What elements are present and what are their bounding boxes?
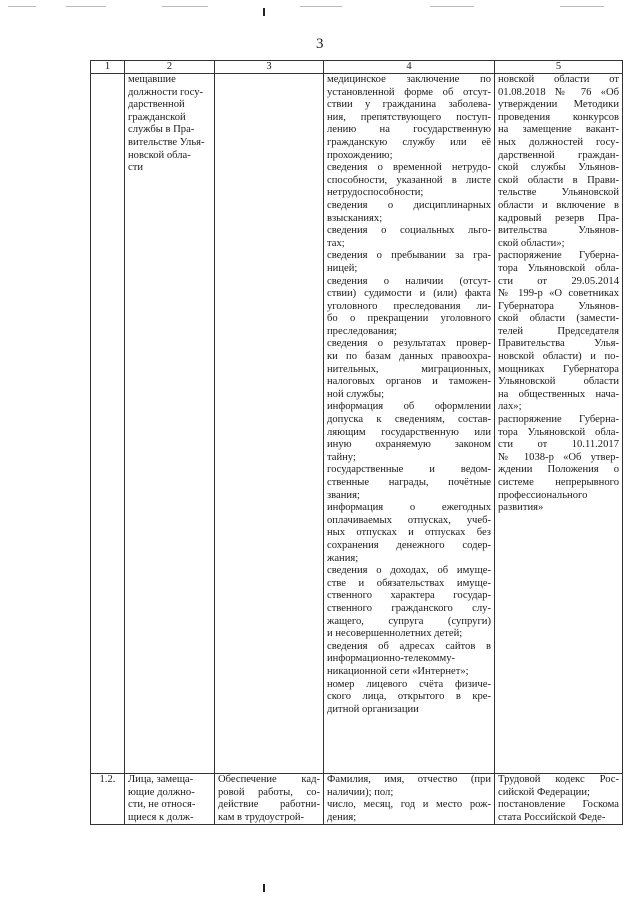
text-line: тах; [327, 237, 345, 249]
text-line: ской службы Ульянов- [498, 162, 619, 174]
text-line: государственные и ведом- [327, 464, 491, 476]
row-number-cell: 1.2. [91, 774, 125, 825]
text-line: ных отпусках и отпусках без [327, 527, 491, 539]
text-line: гражданскую службу или её [327, 136, 491, 148]
text-line: преследования; [327, 325, 397, 337]
text-line: медицинское заключение по [327, 74, 491, 85]
text-line: распоряжение Губерна- [498, 250, 619, 262]
text-line: ствии у гражданина заболева- [327, 99, 491, 111]
personal-data-cell [324, 74, 495, 774]
table-row [91, 774, 623, 825]
purpose-cell [215, 774, 324, 825]
purpose-cell [215, 74, 324, 774]
text-line: должности госу- [128, 86, 204, 98]
position-cell [125, 74, 215, 774]
text-line: кам в трудоустрой- [218, 811, 305, 823]
text-line: налоговых органов и таможен- [327, 376, 491, 388]
text-line: информация об оформлении [327, 401, 491, 413]
text-line: бо о прекращении уголовного [327, 313, 491, 325]
text-line: взысканиях; [327, 212, 383, 224]
text-line: Фамилия, имя, отчество (при [327, 774, 491, 785]
text-line: нительных, миграционных, [327, 363, 491, 375]
text-line: распоряжение Губерна- [498, 414, 619, 426]
text-line: сведения о наличии (отсут- [327, 275, 491, 287]
text-line: развития» [498, 502, 544, 514]
text-line: профессионального [498, 489, 588, 501]
text-line: ницей; [327, 262, 358, 274]
scan-dash [66, 6, 106, 7]
text-line: ющие должно- [128, 786, 195, 798]
text-line: способности, указанной в листе [327, 174, 491, 186]
text-line: сти, не относя- [128, 799, 196, 811]
text-line: службы в Пра- [128, 124, 195, 136]
text-line: номер лицевого счёта физиче- [327, 678, 491, 690]
position-cell [125, 774, 215, 825]
text-line: допуска к сведениям, состав- [327, 414, 491, 426]
text-line: сохранения денежного содер- [327, 539, 491, 551]
text-line: сведения о доходах, об имуще- [327, 565, 491, 577]
personal-data-cell [324, 774, 495, 825]
text-line: жащего, супруга (супруги) [327, 615, 491, 627]
text-line: и несовершеннолетних детей; [327, 628, 463, 640]
text-line: ственного гражданского слу- [327, 602, 491, 614]
text-line: стата Российской Феде- [498, 811, 606, 823]
text-line: число, месяц, год и место рож- [327, 799, 491, 811]
text-line: вительстве Улья- [128, 136, 205, 148]
text-line: № 199-р «О советниках [498, 288, 619, 300]
scan-dash [300, 6, 342, 7]
text-line: Лица, замеща- [128, 774, 194, 785]
text-line: прохождению; [327, 149, 393, 161]
scan-dash [162, 6, 208, 7]
text-line: на замещение вакант- [498, 124, 619, 136]
text-line: никационной сети «Интернет»; [327, 665, 469, 677]
text-line: тора Ульяновской обла- [498, 426, 619, 438]
text-line: информационно-телекомму- [327, 653, 456, 665]
text-line: сведения о дисциплинарных [327, 199, 491, 211]
header-cell: 2 [125, 61, 215, 74]
text-line: информация о ежегодных [327, 502, 491, 514]
text-line: мещавшие [128, 74, 176, 85]
legal-basis-cell [495, 74, 623, 774]
text-line: сведения о временной нетрудо- [327, 162, 491, 174]
text-line: ской области (замести- [498, 313, 619, 325]
table-row [91, 74, 623, 774]
text-line: ния, препятствующего поступ- [327, 111, 491, 123]
text-line: проведения конкурсов [498, 111, 619, 123]
text-line: щиеся к долж- [128, 811, 194, 823]
text-line: сведения о социальных льго- [327, 225, 491, 237]
text-line: иную охраняемую законом [327, 439, 491, 451]
text-line: постановление Госкома [498, 799, 619, 811]
text-line: ных должностей госу- [498, 136, 619, 148]
scan-dash [8, 6, 36, 7]
text-line: дения; [327, 811, 357, 823]
text-line: уголовного преследования ли- [327, 300, 491, 312]
legal-basis-cell [495, 774, 623, 825]
text-line: сведения об адресах сайтов в [327, 640, 491, 652]
scan-dash [560, 6, 604, 7]
text-line: ствии) судимости и (или) факта [327, 288, 491, 300]
text-line: вительства Ульянов- [498, 225, 619, 237]
text-line: ственного характера государ- [327, 590, 491, 602]
text-line: сти от 10.11.2017 [498, 439, 619, 451]
text-line: ской области»; [498, 237, 565, 249]
text-line: оплачиваемых отпусках, учеб- [327, 514, 491, 526]
text-line: Губернатора Ульянов- [498, 300, 619, 312]
page-number: 3 [316, 36, 324, 52]
page-bottom-margin [0, 868, 640, 905]
text-line: сведения о пребывании за гра- [327, 250, 491, 262]
text-line: гражданской [128, 111, 186, 123]
text-line: лах»; [498, 401, 522, 413]
text-line: ского лица, открытого в кре- [327, 691, 491, 703]
text-line: мощниках Губернатора [498, 363, 619, 375]
text-line: сти от 29.05.2014 [498, 275, 619, 287]
text-line: ждении Положения о [498, 464, 619, 476]
text-line: Ульяновской области [498, 376, 619, 388]
text-line: Трудовой кодекс Рос- [498, 774, 619, 785]
text-line: сийской Федерации; [498, 786, 590, 798]
text-line: тора Ульяновской обла- [498, 262, 619, 274]
text-line: кадровый резерв Пра- [498, 212, 619, 224]
text-line: ственные награды, почётные [327, 477, 491, 488]
scan-bottom-mark [263, 884, 265, 892]
text-line: ки по базам данных правоохра- [327, 351, 491, 363]
text-line: жания; [327, 552, 359, 564]
text-line: нетрудоспособности; [327, 187, 424, 199]
text-line: утверждении Методики [498, 99, 619, 111]
text-line: дарственной граждан- [498, 149, 619, 161]
scan-center-mark [263, 8, 265, 16]
text-line: дитной организации [327, 703, 419, 715]
text-line: новской обла- [128, 149, 191, 161]
text-line: Правительства Улья- [498, 338, 619, 350]
text-line: дарственной [128, 99, 185, 111]
text-line: установленной форме об отсут- [327, 86, 491, 98]
text-line: на общественных нача- [498, 388, 619, 400]
text-line: новской области) и по- [498, 351, 619, 363]
text-line: 01.08.2018 № 76 «Об [498, 86, 619, 98]
text-line: звания; [327, 489, 360, 501]
table-header-row [91, 61, 623, 74]
header-cell: 4 [324, 61, 495, 74]
scan-dash [430, 6, 474, 7]
text-line: ровой работы, со- [218, 786, 320, 798]
text-line: наличии); пол; [327, 786, 394, 798]
text-line: лению на государственную [327, 124, 491, 136]
text-line: телей Председателя [498, 325, 619, 337]
text-line: системе непрерывного [498, 477, 619, 488]
text-line: стве и обязательствах имуще- [327, 577, 491, 589]
document-table [90, 60, 623, 825]
text-line: действие работни- [218, 799, 320, 811]
text-line: сти [128, 162, 144, 174]
header-cell: 5 [495, 61, 623, 74]
text-line: Обеспечение кад- [218, 774, 320, 785]
scan-top-marks [0, 0, 640, 20]
text-line: тайну; [327, 451, 356, 463]
text-line: области и включение в [498, 199, 619, 211]
header-cell: 1 [91, 61, 125, 74]
text-line: ляющим государственную или [327, 426, 491, 438]
text-line: ной службы; [327, 388, 385, 400]
text-line: тельстве Ульяновской [498, 187, 619, 199]
text-line: сведения о результатах провер- [327, 338, 491, 350]
text-line: ской области в Прави- [498, 174, 619, 186]
row-number-cell [91, 74, 125, 774]
text-line: № 1038-р «Об утвер- [498, 451, 619, 463]
text-line: новской области от [498, 74, 619, 85]
header-cell: 3 [215, 61, 324, 74]
